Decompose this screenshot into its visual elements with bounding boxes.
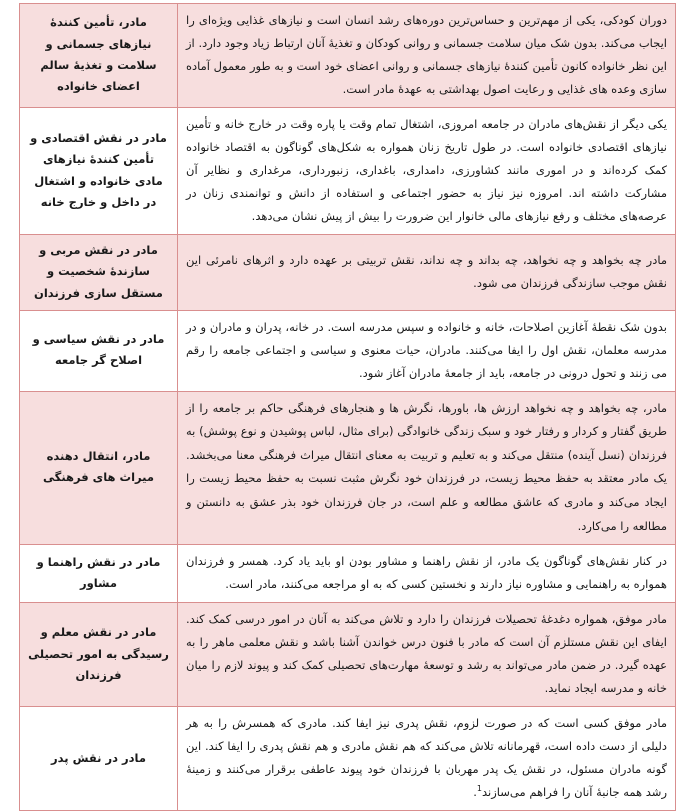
role-title-cell: مادر، تأمین کنندۀ نیازهای جسمانی و سلامت و تغذیۀ سالم اعضای خانواده xyxy=(20,4,178,108)
role-description-text: مادر موفق کسی است که در صورت لزوم، نقش پدری نیز ایفا کند. مادری که همسرش را به هر دلیلی از دست داده است، قهرمانانه تلاش می‌کند که هم نقش مادری و هم نقش پدری را ایفا کند. این گونه مادران مسئول، در نقش یک پدر مهربان با فرزندان خود پیوند عاطفی برقرار می‌کنند و زمینۀ رشد همه جانبۀ آنان را فراهم می‌سازند xyxy=(186,716,667,800)
table-row xyxy=(20,603,676,707)
role-description-cell: مادر چه بخواهد و چه نخواهد، چه بداند و چه نداند، نقش تربیتی بر عهده دارد و اثرهای نامرئی این نقش موجب سازندگی فرزندان می شود. xyxy=(178,235,676,311)
role-title-cell: مادر در نقش اقتصادی و تأمین کنندۀ نیازهای مادی خانواده و اشتغال در داخل و خارج خانه xyxy=(20,108,178,235)
table-row xyxy=(20,545,676,603)
role-title-cell: مادر در نقش سیاسی و اصلاح گر جامعه xyxy=(20,310,178,391)
role-title-cell: مادر در نقش پدر xyxy=(20,707,178,811)
role-description-suffix: . xyxy=(473,785,477,800)
footnote-marker: 1 xyxy=(476,784,482,794)
role-title-cell: مادر در نقش مربی و سازندۀ شخصیت و مستقل سازی فرزندان xyxy=(20,235,178,311)
table-row xyxy=(20,235,676,311)
role-description-cell: بدون شک نقطۀ آغازین اصلاحات، خانه و خانواده و سپس مدرسه است. در خانه، پدران و مادران و در مدرسه معلمان، نقش اول را ایفا می‌کنند. مادران، حیات معنوی و سیاسی و اجتماعی جامعه را رقم می زنند و تحول درونی در جامعه، باید از جامعۀ مادران آغاز شود. xyxy=(178,310,676,391)
role-description-cell: مادر موفق، همواره دغدغۀ تحصیلات فرزندان را دارد و تلاش می‌کند به آنان در امور درسی کمک کند. ایفای این نقش مستلزم آن است که مادر با فنون درس خواندن آشنا باشد و نقش معلمی ماهر را به عهده گیرد. در ضمن مادر می‌تواند به رشد و توسعۀ مهارت‌های تحصیلی کمک کند و پیوند لازم را میان خانه و مدرسه ایجاد نماید. xyxy=(178,603,676,707)
role-description-cell: دوران کودکی، یکی از مهم‌ترین و حساس‌ترین دوره‌های رشد انسان است و نیازهای غذایی ویژه‌ای را ایجاب می‌کند. بدون شک میان سلامت جسمانی و روانی کودکان و تغذیۀ آنان ارتباط زیاد وجود دارد. از این نظر خانواده کانون تأمین کنندۀ نیازهای جسمانی و روانی اعضای خود است و به طور معمول آماده سازی وعده های غذایی و رعایت اصول بهداشتی به عهدۀ مادر است. xyxy=(178,4,676,108)
table-row xyxy=(20,391,676,544)
role-description-cell xyxy=(178,707,676,811)
table-row xyxy=(20,707,676,811)
role-description-cell: در کنار نقش‌های گوناگون یک مادر، از نقش راهنما و مشاور بودن او باید یاد کرد. همسر و فرزندان همواره به راهنمایی و مشاوره نیاز دارند و نخستین کسی که به او مراجعه می‌کنند، مادر است. xyxy=(178,545,676,603)
role-title-cell: مادر در نقش راهنما و مشاور xyxy=(20,545,178,603)
role-title-cell: مادر، انتقال دهنده میراث های فرهنگی xyxy=(20,391,178,544)
table-row xyxy=(20,4,676,108)
table-row xyxy=(20,310,676,391)
role-description-cell: یکی دیگر از نقش‌های مادران در جامعه امروزی، اشتغال تمام وقت یا پاره وقت در خارج خانه و تأمین نیازهای اقتصادی خانواده است. در طول تاریخ زنان همواره به شکل‌های گوناگون به اقتصاد خانواده کمک کرده‌اند و در اموری مانند کشاورزی، دامداری، باغداری، زنبورداری، مرغداری و نظایر آن مشارکت داشته اند. امروزه نیز نیاز به حضور اجتماعی و استفاده از دانش و توانمندی زنان در عرصه‌های مختلف و رفع نیازهای مالی خانوار این ضرورت را بیش از پیش نشان می‌دهد. xyxy=(178,108,676,235)
role-title-cell: مادر در نقش معلم و رسیدگی به امور تحصیلی فرزندان xyxy=(20,603,178,707)
role-description-cell: مادر، چه بخواهد و چه نخواهد ارزش ها، باورها، نگرش ها و هنجارهای فرهنگی حاکم بر جامعه را از طریق گفتار و کردار و رفتار خود و سبک زندگی خانوادگی (برای مثال، لباس پوشیدن و نوع پوشش) به فرزندان (نسل آینده) منتقل می‌کند و به تعلیم و تربیت به معنای انتقال میراث فرهنگی معنا می‌بخشد. یک مادر معتقد به حفظ محیط زیست، در فرزندان خود نگرش مثبت نسبت به حفظ محیط زیست را ایجاد می‌کند و مادری که عاشق مطالعه و علم است، در جان فرزندان خود بذر عشق به دانستن و مطالعه را می‌کارد. xyxy=(178,391,676,544)
table-row xyxy=(20,108,676,235)
